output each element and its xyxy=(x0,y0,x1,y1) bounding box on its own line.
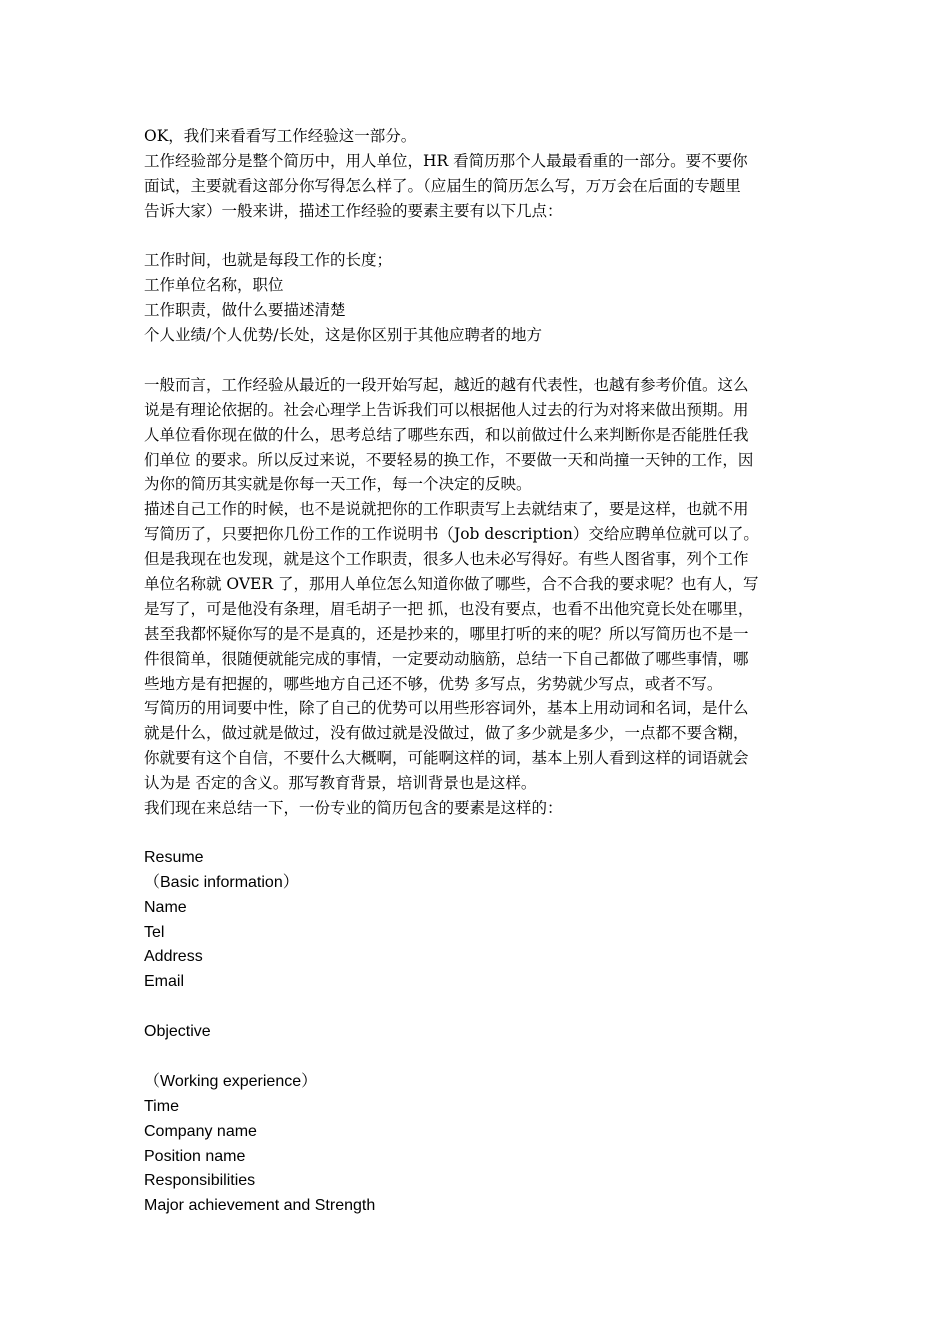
text-line: 你就要有这个自信，不要什么大概啊，可能啊这样的词，基本上别人看到这样的词语就会 xyxy=(144,749,749,768)
text-line: 写简历的用词要中性，除了自己的优势可以用些形容词外，基本上用动词和名词，是什么 xyxy=(144,699,749,718)
work-experience-item: Position name xyxy=(144,1147,246,1165)
text-line: 一般而言，工作经验从最近的一段开始写起，越近的越有代表性，也越有参考价值。这么 xyxy=(144,375,749,394)
list-item: 工作职责，做什么要描述清楚 xyxy=(144,301,346,320)
blank-line xyxy=(144,821,808,846)
list-item: 工作时间，也就是每段工作的长度； xyxy=(144,251,393,270)
text-line: 写简历了，只要把你几份工作的工作说明书（Job description）交给应聘单位就可以了。 xyxy=(144,525,759,544)
text-line: 些地方是有把握的，哪些地方自己还不够，优势 多写点，劣势就少写点，或者不写。 xyxy=(144,674,723,693)
body-paragraphs xyxy=(144,373,808,821)
text-line: 说是有理论依据的。社会心理学上告诉我们可以根据他人过去的行为对将来做出预期。用 xyxy=(144,400,749,419)
text-line: 告诉大家）一般来讲，描述工作经验的要素主要有以下几点： xyxy=(144,201,563,220)
elements-list xyxy=(144,248,808,348)
blank-line xyxy=(144,348,808,373)
basic-info-item: Email xyxy=(144,973,185,991)
work-experience-item: Responsibilities xyxy=(144,1172,256,1190)
text-line: 人单位看你现在做的什么，思考总结了哪些东西，和以前做过什么来判断你是否能胜任我 xyxy=(144,425,749,444)
work-experience-item: Major achievement and Strength xyxy=(144,1197,376,1215)
text-line: 为你的简历其实就是你每一天工作，每一个决定的反映。 xyxy=(144,475,532,494)
resume-title: Resume xyxy=(144,848,204,866)
blank-line xyxy=(144,224,808,249)
text-line: 我们现在来总结一下，一份专业的简历包含的要素是这样的： xyxy=(144,799,563,818)
work-experience-header: （Working experience） xyxy=(144,1072,318,1090)
work-experience-item: Time xyxy=(144,1097,179,1115)
basic-info-item: Name xyxy=(144,898,187,916)
list-item: 工作单位名称，职位 xyxy=(144,276,284,295)
text-line: 甚至我都怀疑你写的是不是真的，还是抄来的，哪里打听的来的呢？所以写简历也不是一 xyxy=(144,624,749,643)
text-line: OK，我们来看看写工作经验这一部分。 xyxy=(144,127,417,145)
list-item: 个人业绩/个人优势/长处，这是你区别于其他应聘者的地方 xyxy=(144,326,542,345)
objective-heading: Objective xyxy=(144,1023,211,1041)
resume-outline xyxy=(144,846,808,1219)
text-line: 认为是 否定的含义。那写教育背景，培训背景也是这样。 xyxy=(144,774,537,793)
blank-line xyxy=(144,995,808,1020)
blank-line xyxy=(144,1045,808,1070)
document-page xyxy=(144,124,808,1219)
text-line: 就是什么，做过就是做过，没有做过就是没做过，做了多少就是多少，一点都不要含糊， xyxy=(144,724,749,743)
text-line: 但是我现在也发现，就是这个工作职责，很多人也未必写得好。有些人图省事，列个工作 xyxy=(144,550,749,569)
text-line: 是写了，可是他没有条理，眉毛胡子一把 抓，也没有要点，也看不出他究竟长处在哪里， xyxy=(144,599,754,618)
basic-info-header: （Basic information） xyxy=(144,873,299,891)
intro-paragraph xyxy=(144,124,808,224)
text-line: 面试，主要就看这部分你写得怎么样了。（应届生的简历怎么写，万万会在后面的专题里 xyxy=(144,176,741,195)
text-line: 单位名称就 OVER 了，那用人单位怎么知道你做了哪些，合不合我的要求呢？也有人，写 xyxy=(144,575,759,594)
basic-info-item: Address xyxy=(144,948,203,966)
work-experience-item: Company name xyxy=(144,1122,257,1140)
basic-info-item: Tel xyxy=(144,923,165,941)
text-line: 工作经验部分是整个简历中，用人单位，HR 看简历那个人最最看重的一部分。要不要你 xyxy=(144,151,748,170)
text-line: 描述自己工作的时候，也不是说就把你的工作职责写上去就结束了，要是这样，也就不用 xyxy=(144,500,749,519)
text-line: 件很简单，很随便就能完成的事情，一定要动动脑筋，总结一下自己都做了哪些事情，哪 xyxy=(144,649,749,668)
text-line: 们单位 的要求。所以反过来说，不要轻易的换工作，不要做一天和尚撞一天钟的工作，因 xyxy=(144,450,754,469)
